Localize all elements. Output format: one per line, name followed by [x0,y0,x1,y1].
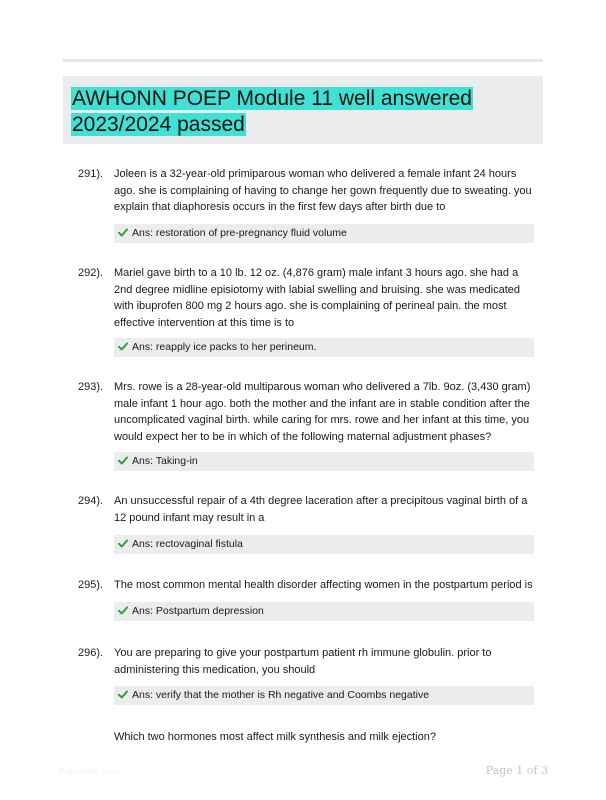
question-number: 296). [78,647,104,659]
answer-text: Ans: rectovaginal fistula [132,538,243,550]
question-text: Mrs. rowe is a 28-year-old multiparous woman who delivered a 7lb. 9oz. (3,430 gram) male infant 1 hour ago. both the mother and the infant are in stable condition after the uncomplicated vaginal birth. while caring for mrs. rowe and her infant at this time, you would expect her to be in which of the following maternal adjustment phases? [114,381,531,443]
question-number: 293). [78,381,104,393]
question-number: 291). [78,168,104,180]
checkmark-icon [118,539,128,548]
checkmark-icon [118,606,128,615]
answer-box [114,452,534,471]
question-number: 295). [78,579,104,591]
answer-box [114,686,534,705]
checkmark-icon [118,690,128,699]
answer-text: Ans: Taking-in [132,455,198,467]
question-text: Mariel gave birth to a 10 lb. 12 oz. (4,876 gram) male infant 3 hours ago. she had a 2nd degree midline episiotomy with labial swelling and bruising. she was medicated with ibuprofen 800 mg 2 hours ago. she is complaining of perineal pain. the most effective intervention at this time is to [114,267,521,329]
title-box [63,76,543,144]
answer-text: Ans: restoration of pre-pregnancy fluid volume [132,227,347,239]
answer-box [114,535,534,554]
footer-watermark: Papertibic.com [59,766,119,776]
answer-text: Ans: Postpartum depression [132,605,264,617]
question-text: Joleen is a 32-year-old primiparous woman who delivered a female infant 24 hours ago. she is complaining of having to change her gown frequently due to sweating. you explain that diaphoresis occurs in the first few days after birth due to [114,168,532,213]
answer-text: Ans: verify that the mother is Rh negative and Coombs negative [132,689,430,701]
answer-box [114,224,534,243]
document-title: AWHONN POEP Module 11 well answered 2023/2024 passed [72,87,472,136]
trailing-question-text: Which two hormones most affect milk synthesis and milk ejection? [114,731,436,743]
question-text: You are preparing to give your postpartum patient rh immune globulin. prior to administering this medication, you should [114,647,492,676]
checkmark-icon [118,228,128,237]
page-number: Page 1 of 3 [485,764,548,777]
answer-text: Ans: reapply ice packs to her perineum. [132,341,317,353]
checkmark-icon [118,342,128,351]
question-number: 294). [78,495,104,507]
answer-box [114,602,534,621]
top-divider [63,59,543,62]
answer-box [114,338,534,357]
question-number: 292). [78,267,104,279]
checkmark-icon [118,456,128,465]
question-text: An unsuccessful repair of a 4th degree laceration after a precipitous vaginal birth of a 12 pound infant may result in a [114,495,528,524]
question-text: The most common mental health disorder affecting women in the postpartum period is [114,579,533,591]
